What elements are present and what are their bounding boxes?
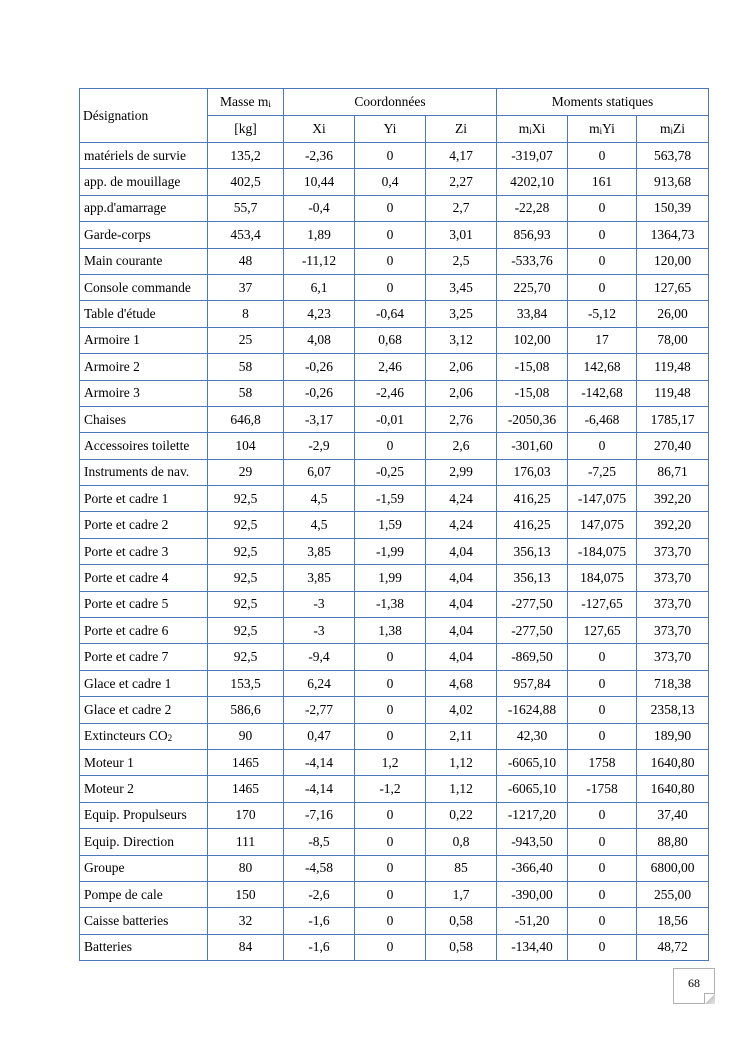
table-row — [80, 433, 709, 459]
cell-moment-x: -134,40 — [497, 934, 568, 960]
cell-moment-y: -184,075 — [568, 538, 637, 564]
table-row — [80, 855, 709, 881]
cell-designation: Batteries — [80, 934, 208, 960]
cell-x: 1,89 — [284, 222, 355, 248]
cell-y: 0 — [355, 723, 426, 749]
header-mass-unit: [kg] — [208, 116, 284, 143]
cell-moment-x: 42,30 — [497, 723, 568, 749]
cell-x: -4,14 — [284, 776, 355, 802]
cell-designation: Main courante — [80, 248, 208, 274]
cell-y: -0,64 — [355, 301, 426, 327]
cell-mass: 135,2 — [208, 143, 284, 169]
cell-x: 6,07 — [284, 459, 355, 485]
cell-designation: Porte et cadre 1 — [80, 486, 208, 512]
cell-z: 2,11 — [426, 723, 497, 749]
cell-designation: Porte et cadre 3 — [80, 538, 208, 564]
cell-mass: 25 — [208, 327, 284, 353]
cell-moment-x: -366,40 — [497, 855, 568, 881]
cell-moment-x: 356,13 — [497, 565, 568, 591]
cell-x: -0,26 — [284, 380, 355, 406]
cell-z: 2,7 — [426, 195, 497, 221]
cell-mass: 646,8 — [208, 406, 284, 432]
cell-y: 0 — [355, 908, 426, 934]
cell-z: 2,27 — [426, 169, 497, 195]
cell-moment-x: -6065,10 — [497, 749, 568, 775]
cell-z: 4,04 — [426, 538, 497, 564]
cell-moment-y: 161 — [568, 169, 637, 195]
cell-z: 4,17 — [426, 143, 497, 169]
table-row — [80, 749, 709, 775]
cell-z: 1,7 — [426, 881, 497, 907]
header-x: Xi — [284, 116, 355, 143]
cell-moment-y: -142,68 — [568, 380, 637, 406]
cell-y: 1,38 — [355, 618, 426, 644]
cell-mass: 8 — [208, 301, 284, 327]
cell-x: -1,6 — [284, 908, 355, 934]
cell-z: 4,02 — [426, 697, 497, 723]
table-row — [80, 195, 709, 221]
cell-moment-z: 150,39 — [637, 195, 709, 221]
table-row — [80, 459, 709, 485]
cell-mass: 90 — [208, 723, 284, 749]
cell-designation: Moteur 1 — [80, 749, 208, 775]
cell-z: 0,58 — [426, 908, 497, 934]
cell-moment-z: 189,90 — [637, 723, 709, 749]
cell-y: -1,2 — [355, 776, 426, 802]
cell-y: 0 — [355, 855, 426, 881]
cell-moment-x: -869,50 — [497, 644, 568, 670]
table-row — [80, 776, 709, 802]
cell-designation: Accessoires toilette — [80, 433, 208, 459]
cell-z: 2,6 — [426, 433, 497, 459]
cell-moment-x: -2050,36 — [497, 406, 568, 432]
cell-x: -2,36 — [284, 143, 355, 169]
cell-designation: Groupe — [80, 855, 208, 881]
cell-designation: Extincteurs $CO_2$ — [80, 723, 208, 749]
cell-moment-x: -15,08 — [497, 380, 568, 406]
cell-mass: 92,5 — [208, 618, 284, 644]
cell-z: 85 — [426, 855, 497, 881]
cell-z: 4,04 — [426, 591, 497, 617]
cell-moment-x: 4202,10 — [497, 169, 568, 195]
table-row — [80, 881, 709, 907]
table-row — [80, 644, 709, 670]
cell-y: 0 — [355, 274, 426, 300]
cell-moment-z: 120,00 — [637, 248, 709, 274]
cell-moment-y: 0 — [568, 697, 637, 723]
cell-moment-x: 856,93 — [497, 222, 568, 248]
cell-x: 4,08 — [284, 327, 355, 353]
cell-designation: matériels de survie — [80, 143, 208, 169]
cell-moment-x: -51,20 — [497, 908, 568, 934]
table-row — [80, 406, 709, 432]
cell-mass: 104 — [208, 433, 284, 459]
cell-x: 4,5 — [284, 512, 355, 538]
cell-mass: 1465 — [208, 776, 284, 802]
table-row — [80, 380, 709, 406]
cell-x: -3 — [284, 618, 355, 644]
cell-z: 1,12 — [426, 776, 497, 802]
cell-z: 3,25 — [426, 301, 497, 327]
header-moment-x: $m_iXi$ — [497, 116, 568, 143]
table-row — [80, 934, 709, 960]
cell-moment-z: 392,20 — [637, 512, 709, 538]
cell-y: 0 — [355, 195, 426, 221]
cell-x: 4,23 — [284, 301, 355, 327]
cell-x: 10,44 — [284, 169, 355, 195]
cell-y: -2,46 — [355, 380, 426, 406]
cell-x: -2,9 — [284, 433, 355, 459]
cell-moment-z: 1364,73 — [637, 222, 709, 248]
table-row — [80, 565, 709, 591]
cell-y: 2,46 — [355, 354, 426, 380]
header-row-1 — [80, 89, 709, 116]
cell-mass: 37 — [208, 274, 284, 300]
cell-moment-z: 127,65 — [637, 274, 709, 300]
cell-x: -2,6 — [284, 881, 355, 907]
cell-mass: 92,5 — [208, 538, 284, 564]
cell-moment-y: 0 — [568, 934, 637, 960]
cell-y: 0 — [355, 829, 426, 855]
cell-x: 6,24 — [284, 670, 355, 696]
cell-y: -1,59 — [355, 486, 426, 512]
cell-z: 4,24 — [426, 486, 497, 512]
cell-moment-y: 0 — [568, 855, 637, 881]
cell-moment-z: 1785,17 — [637, 406, 709, 432]
cell-designation: Table d'étude — [80, 301, 208, 327]
cell-moment-y: 0 — [568, 248, 637, 274]
table-row — [80, 143, 709, 169]
cell-moment-z: 913,68 — [637, 169, 709, 195]
table-body — [80, 143, 709, 961]
table-row — [80, 274, 709, 300]
cell-y: 0,4 — [355, 169, 426, 195]
cell-x: 0,47 — [284, 723, 355, 749]
cell-moment-z: 119,48 — [637, 380, 709, 406]
header-z: Zi — [426, 116, 497, 143]
table-row — [80, 301, 709, 327]
table-row — [80, 354, 709, 380]
cell-y: 0 — [355, 881, 426, 907]
cell-moment-y: 142,68 — [568, 354, 637, 380]
table-row — [80, 591, 709, 617]
cell-mass: 58 — [208, 354, 284, 380]
cell-moment-y: -5,12 — [568, 301, 637, 327]
cell-moment-x: 225,70 — [497, 274, 568, 300]
cell-designation: Moteur 2 — [80, 776, 208, 802]
cell-mass: 92,5 — [208, 512, 284, 538]
cell-moment-z: 563,78 — [637, 143, 709, 169]
table-row — [80, 697, 709, 723]
cell-x: 4,5 — [284, 486, 355, 512]
cell-x: 3,85 — [284, 565, 355, 591]
cell-moment-z: 373,70 — [637, 618, 709, 644]
cell-mass: 402,5 — [208, 169, 284, 195]
cell-x: -0,26 — [284, 354, 355, 380]
cell-z: 4,04 — [426, 565, 497, 591]
table-row — [80, 802, 709, 828]
cell-z: 2,06 — [426, 354, 497, 380]
cell-designation: Glace et cadre 2 — [80, 697, 208, 723]
cell-moment-z: 270,40 — [637, 433, 709, 459]
cell-designation: Armoire 1 — [80, 327, 208, 353]
cell-designation: Pompe de cale — [80, 881, 208, 907]
cell-moment-z: 373,70 — [637, 644, 709, 670]
cell-z: 3,12 — [426, 327, 497, 353]
cell-designation: Porte et cadre 5 — [80, 591, 208, 617]
cell-moment-y: -7,25 — [568, 459, 637, 485]
cell-moment-y: -127,65 — [568, 591, 637, 617]
cell-z: 2,06 — [426, 380, 497, 406]
cell-moment-z: 1640,80 — [637, 749, 709, 775]
cell-moment-y: -147,075 — [568, 486, 637, 512]
cell-x: -3 — [284, 591, 355, 617]
cell-moment-z: 255,00 — [637, 881, 709, 907]
cell-x: -7,16 — [284, 802, 355, 828]
cell-moment-y: 1758 — [568, 749, 637, 775]
header-moment-z: $m_iZi$ — [637, 116, 709, 143]
header-static-moments: Moments statiques — [497, 89, 709, 116]
cell-moment-x: -301,60 — [497, 433, 568, 459]
header-designation: Désignation — [80, 89, 208, 143]
cell-x: -3,17 — [284, 406, 355, 432]
cell-mass: 48 — [208, 248, 284, 274]
cell-moment-y: 0 — [568, 802, 637, 828]
static-moments-table — [79, 88, 709, 961]
cell-mass: 453,4 — [208, 222, 284, 248]
cell-y: -0,01 — [355, 406, 426, 432]
cell-moment-x: -1624,88 — [497, 697, 568, 723]
cell-z: 4,04 — [426, 618, 497, 644]
cell-z: 2,99 — [426, 459, 497, 485]
cell-z: 4,68 — [426, 670, 497, 696]
cell-moment-y: 0 — [568, 644, 637, 670]
cell-moment-x: -1217,20 — [497, 802, 568, 828]
cell-moment-x: 957,84 — [497, 670, 568, 696]
cell-moment-x: 176,03 — [497, 459, 568, 485]
cell-z: 3,01 — [426, 222, 497, 248]
header-mass: Masse $m_i$ — [208, 89, 284, 116]
cell-z: 0,8 — [426, 829, 497, 855]
page-fold-corner — [704, 993, 715, 1004]
cell-moment-x: 356,13 — [497, 538, 568, 564]
cell-y: -0,25 — [355, 459, 426, 485]
cell-y: 0,68 — [355, 327, 426, 353]
cell-z: 0,58 — [426, 934, 497, 960]
cell-designation: app. de mouillage — [80, 169, 208, 195]
cell-y: 0 — [355, 143, 426, 169]
cell-mass: 55,7 — [208, 195, 284, 221]
cell-moment-z: 86,71 — [637, 459, 709, 485]
cell-z: 0,22 — [426, 802, 497, 828]
cell-moment-z: 18,56 — [637, 908, 709, 934]
cell-x: 6,1 — [284, 274, 355, 300]
cell-moment-z: 373,70 — [637, 565, 709, 591]
cell-moment-y: 184,075 — [568, 565, 637, 591]
cell-designation: Garde-corps — [80, 222, 208, 248]
cell-moment-z: 26,00 — [637, 301, 709, 327]
cell-moment-y: 127,65 — [568, 618, 637, 644]
table-row — [80, 723, 709, 749]
cell-z: 2,5 — [426, 248, 497, 274]
cell-moment-z: 718,38 — [637, 670, 709, 696]
cell-mass: 150 — [208, 881, 284, 907]
cell-y: 0 — [355, 934, 426, 960]
cell-y: 0 — [355, 644, 426, 670]
cell-moment-y: 0 — [568, 274, 637, 300]
cell-designation: Instruments de nav. — [80, 459, 208, 485]
cell-mass: 80 — [208, 855, 284, 881]
cell-moment-y: 0 — [568, 908, 637, 934]
cell-moment-y: 0 — [568, 670, 637, 696]
cell-x: -4,58 — [284, 855, 355, 881]
cell-designation: Porte et cadre 7 — [80, 644, 208, 670]
cell-moment-z: 2358,13 — [637, 697, 709, 723]
cell-mass: 586,6 — [208, 697, 284, 723]
page-number: 68 — [673, 968, 715, 1004]
cell-mass: 1465 — [208, 749, 284, 775]
cell-mass: 29 — [208, 459, 284, 485]
cell-y: 0 — [355, 433, 426, 459]
cell-x: -0,4 — [284, 195, 355, 221]
cell-y: -1,38 — [355, 591, 426, 617]
table-row — [80, 222, 709, 248]
cell-moment-x: -277,50 — [497, 618, 568, 644]
header-coordinates: Coordonnées — [284, 89, 497, 116]
table-row — [80, 538, 709, 564]
cell-z: 4,04 — [426, 644, 497, 670]
cell-moment-y: 0 — [568, 433, 637, 459]
cell-moment-z: 48,72 — [637, 934, 709, 960]
cell-moment-x: -319,07 — [497, 143, 568, 169]
cell-moment-y: 0 — [568, 143, 637, 169]
cell-y: 0 — [355, 670, 426, 696]
cell-mass: 58 — [208, 380, 284, 406]
cell-moment-z: 119,48 — [637, 354, 709, 380]
cell-designation: Armoire 3 — [80, 380, 208, 406]
table-row — [80, 618, 709, 644]
table-row — [80, 670, 709, 696]
cell-mass: 92,5 — [208, 486, 284, 512]
cell-moment-y: 0 — [568, 222, 637, 248]
cell-designation: Caisse batteries — [80, 908, 208, 934]
cell-moment-x: 102,00 — [497, 327, 568, 353]
cell-mass: 32 — [208, 908, 284, 934]
cell-moment-x: 33,84 — [497, 301, 568, 327]
cell-designation: Porte et cadre 2 — [80, 512, 208, 538]
cell-y: 0 — [355, 802, 426, 828]
cell-moment-x: -277,50 — [497, 591, 568, 617]
cell-mass: 170 — [208, 802, 284, 828]
header-y: Yi — [355, 116, 426, 143]
cell-moment-z: 6800,00 — [637, 855, 709, 881]
cell-moment-z: 78,00 — [637, 327, 709, 353]
cell-mass: 92,5 — [208, 591, 284, 617]
table-row — [80, 169, 709, 195]
cell-moment-z: 88,80 — [637, 829, 709, 855]
cell-moment-x: -15,08 — [497, 354, 568, 380]
cell-x: -2,77 — [284, 697, 355, 723]
cell-y: -1,99 — [355, 538, 426, 564]
table-row — [80, 248, 709, 274]
cell-designation: Armoire 2 — [80, 354, 208, 380]
cell-y: 0 — [355, 697, 426, 723]
cell-designation: Console commande — [80, 274, 208, 300]
table-row — [80, 327, 709, 353]
table-row — [80, 908, 709, 934]
cell-z: 2,76 — [426, 406, 497, 432]
cell-designation: app.d'amarrage — [80, 195, 208, 221]
cell-moment-z: 373,70 — [637, 538, 709, 564]
cell-x: 3,85 — [284, 538, 355, 564]
cell-moment-y: 0 — [568, 881, 637, 907]
cell-y: 0 — [355, 248, 426, 274]
cell-moment-x: 416,25 — [497, 512, 568, 538]
cell-moment-x: -390,00 — [497, 881, 568, 907]
cell-moment-x: 416,25 — [497, 486, 568, 512]
cell-y: 0 — [355, 222, 426, 248]
cell-moment-y: 147,075 — [568, 512, 637, 538]
cell-moment-x: -533,76 — [497, 248, 568, 274]
cell-designation: Chaises — [80, 406, 208, 432]
cell-z: 1,12 — [426, 749, 497, 775]
cell-x: -1,6 — [284, 934, 355, 960]
cell-mass: 84 — [208, 934, 284, 960]
cell-moment-y: 17 — [568, 327, 637, 353]
cell-designation: Equip. Propulseurs — [80, 802, 208, 828]
cell-mass: 92,5 — [208, 644, 284, 670]
cell-moment-y: 0 — [568, 195, 637, 221]
cell-moment-z: 373,70 — [637, 591, 709, 617]
cell-y: 1,99 — [355, 565, 426, 591]
cell-moment-y: 0 — [568, 723, 637, 749]
cell-moment-z: 1640,80 — [637, 776, 709, 802]
cell-moment-y: 0 — [568, 829, 637, 855]
table-row — [80, 512, 709, 538]
cell-designation: Equip. Direction — [80, 829, 208, 855]
cell-designation: Glace et cadre 1 — [80, 670, 208, 696]
cell-z: 3,45 — [426, 274, 497, 300]
cell-x: -11,12 — [284, 248, 355, 274]
table-row — [80, 486, 709, 512]
cell-mass: 153,5 — [208, 670, 284, 696]
cell-x: -9,4 — [284, 644, 355, 670]
cell-x: -8,5 — [284, 829, 355, 855]
cell-moment-x: -6065,10 — [497, 776, 568, 802]
cell-designation: Porte et cadre 6 — [80, 618, 208, 644]
cell-mass: 111 — [208, 829, 284, 855]
table-row — [80, 829, 709, 855]
cell-x: -4,14 — [284, 749, 355, 775]
cell-moment-y: -1758 — [568, 776, 637, 802]
cell-moment-x: -943,50 — [497, 829, 568, 855]
cell-y: 1,2 — [355, 749, 426, 775]
cell-moment-y: -6,468 — [568, 406, 637, 432]
cell-moment-z: 392,20 — [637, 486, 709, 512]
cell-moment-z: 37,40 — [637, 802, 709, 828]
cell-mass: 92,5 — [208, 565, 284, 591]
header-moment-y: $m_iYi$ — [568, 116, 637, 143]
cell-z: 4,24 — [426, 512, 497, 538]
cell-y: 1,59 — [355, 512, 426, 538]
cell-moment-x: -22,28 — [497, 195, 568, 221]
cell-designation: Porte et cadre 4 — [80, 565, 208, 591]
